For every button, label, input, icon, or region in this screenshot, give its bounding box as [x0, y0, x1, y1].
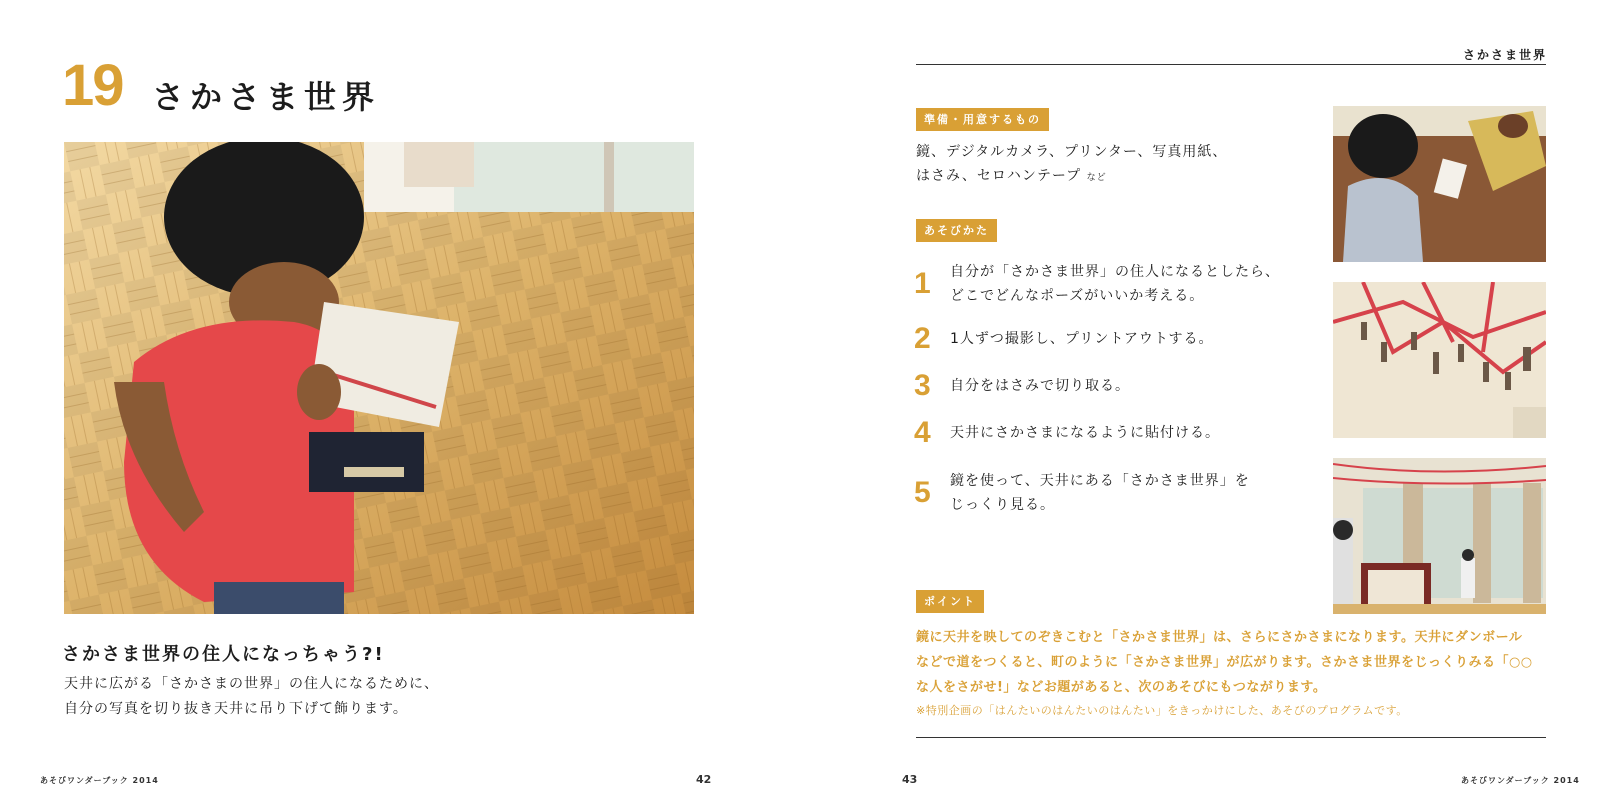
step-number: 3 — [914, 369, 931, 402]
main-photo — [64, 142, 694, 614]
description-line: 天井に広がる「さかさまの世界」の住人になるために、 — [64, 676, 439, 692]
step-text: 天井にさかさまになるように貼付ける。 — [950, 425, 1220, 441]
step-item — [914, 469, 1284, 517]
bottom-rule — [916, 737, 1546, 738]
chapter-number: 19 — [62, 53, 123, 118]
photo-children-cutting — [1333, 106, 1546, 262]
page-number-left: 42 — [696, 773, 712, 786]
materials-line-2 — [916, 164, 1227, 190]
step-item — [914, 322, 1284, 356]
photo-mirror-viewing — [1333, 458, 1546, 614]
description — [64, 672, 439, 722]
step-text: 自分が「さかさま世界」の住人になるとしたら、 どこでどんなポーズがいいか考える。 — [950, 264, 1280, 304]
step-text: 鏡を使って、天井にある「さかさま世界」を じっくり見る。 — [950, 473, 1250, 513]
chapter-title: さかさま世界 — [152, 78, 381, 116]
point-tag: ポイント — [916, 590, 984, 613]
book-title-left: あそびワンダーブック 2014 — [40, 776, 159, 785]
step-item — [914, 416, 1284, 450]
step-item — [914, 369, 1284, 403]
step-number: 4 — [914, 416, 931, 449]
step-item — [914, 260, 1284, 308]
point-line: などで道をつくると、町のように「さかさま世界」が広がります。さかさま世界をじっくりみる「○○ — [916, 655, 1533, 670]
point-line: 鏡に天井を映してのぞきこむと「さかさま世界」は、さらにさかさまになります。天井にダンボール — [916, 630, 1523, 645]
howto-tag: あそびかた — [916, 219, 997, 242]
step-number: 2 — [914, 322, 931, 355]
materials-suffix: など — [1086, 173, 1107, 183]
step-number: 1 — [914, 267, 931, 300]
point-line: な人をさがせ!」などお題があると、次のあそびにもつながります。 — [916, 680, 1327, 695]
book-title-right: あそびワンダーブック 2014 — [1461, 776, 1580, 785]
page-number-right: 43 — [902, 773, 918, 786]
note: ※特別企画の「はんたいのはんたいのはんたい」をきっかけにした、あそびのプログラムです。 — [916, 704, 1408, 717]
materials-list — [916, 140, 1227, 190]
top-rule — [916, 64, 1546, 65]
photo-ceiling-figures — [1333, 282, 1546, 438]
description-line: 自分の写真を切り抜き天井に吊り下げて飾ります。 — [64, 701, 408, 717]
step-number: 5 — [914, 476, 931, 509]
step-text: 1人ずつ撮影し、プリントアウトする。 — [950, 331, 1214, 347]
point-text — [916, 625, 1548, 700]
subheading: さかさま世界の住人になっちゃう?! — [62, 644, 385, 665]
running-title: さかさま世界 — [1463, 48, 1548, 62]
materials-line: 鏡、デジタルカメラ、プリンター、写真用紙、 — [916, 144, 1228, 160]
materials-line-text: はさみ、セロハンテープ — [916, 168, 1082, 184]
materials-tag: 準備・用意するもの — [916, 108, 1049, 131]
step-text: 自分をはさみで切り取る。 — [950, 378, 1130, 394]
